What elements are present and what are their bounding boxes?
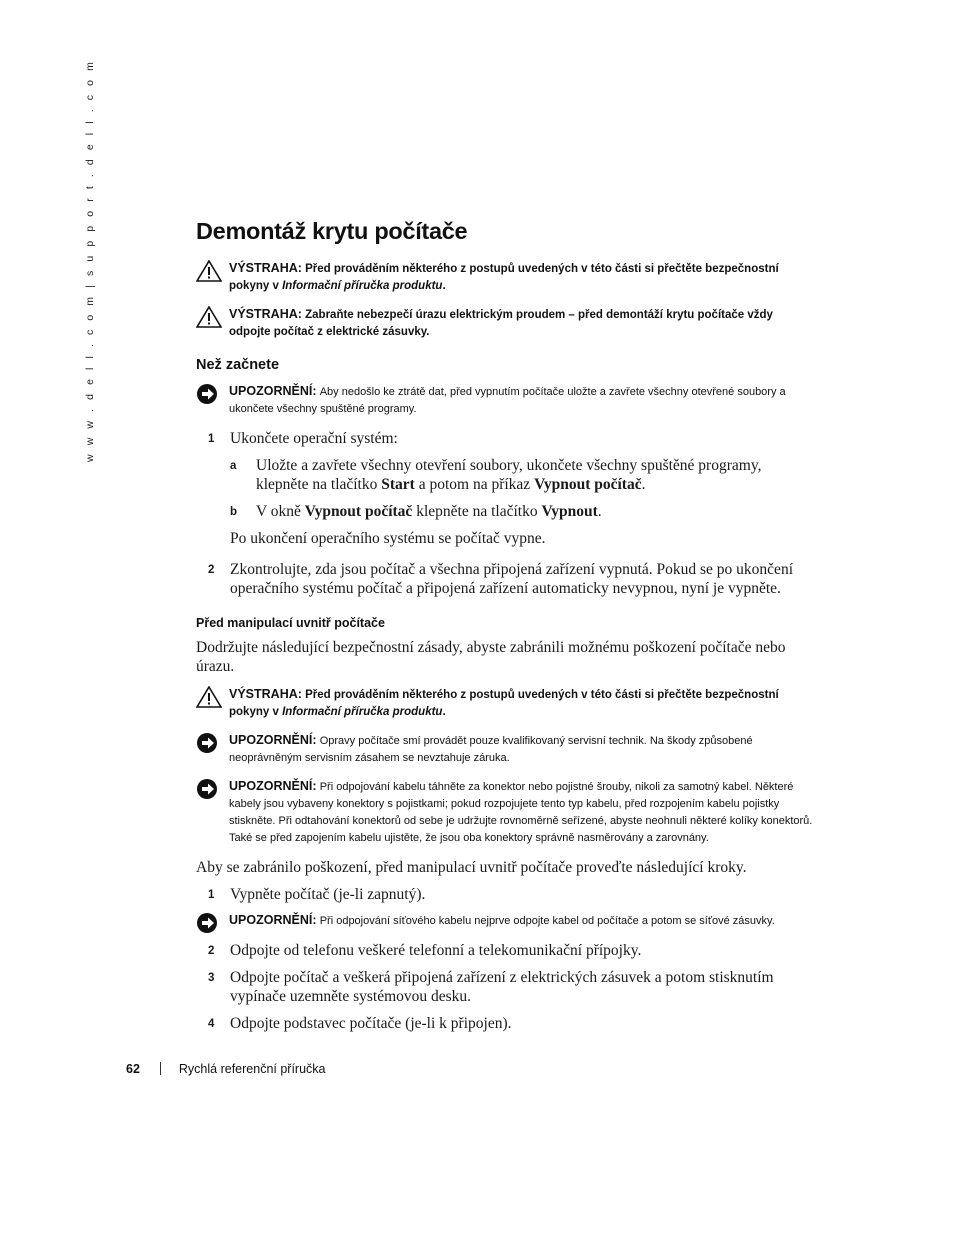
warning-notice: [196, 260, 816, 295]
substep-text: .: [641, 476, 646, 493]
step-number: 1: [208, 433, 215, 445]
caution-arrow-icon: [196, 912, 222, 934]
page-title: Demontáž krytu počítače: [196, 218, 468, 244]
step-number: 4: [208, 1018, 215, 1030]
subsection-heading: Před manipulací uvnitř počítače: [196, 616, 385, 630]
substep-letter: b: [230, 506, 238, 518]
substep-text: V okně: [256, 503, 305, 520]
warning-label: VÝSTRAHA:: [229, 307, 302, 321]
warning-tail: .: [442, 280, 446, 292]
warning-label: VÝSTRAHA:: [229, 261, 302, 275]
step: [196, 941, 816, 960]
paragraph: Dodržujte následující bezpečnostní zásady, abyste zabránili možnému poškození počítače nebo úrazu.: [196, 639, 786, 675]
warning-italic: Informační příručka produktu: [282, 280, 443, 292]
caution-label: UPOZORNĚNÍ:: [229, 779, 317, 793]
caution-arrow-icon: [196, 778, 222, 800]
caution-notice: [196, 912, 816, 930]
caution-label: UPOZORNĚNÍ:: [229, 913, 317, 927]
substep-letter: a: [230, 460, 237, 472]
caution-notice: [196, 732, 816, 767]
footer-divider: [160, 1062, 161, 1075]
caution-label: UPOZORNĚNÍ:: [229, 733, 317, 747]
warning-tail: .: [442, 706, 446, 718]
warning-italic: Informační příručka produktu: [282, 706, 443, 718]
substep-text: Uložte a zavřete všechny otevření soubory, ukončete všechny spuštěné programy, klepněte na tlačítko: [256, 457, 762, 493]
caution-notice: [196, 778, 816, 847]
step: [196, 968, 816, 1006]
step-text: Zkontrolujte, zda jsou počítač a všechna připojená zařízení vypnutá. Pokud se po ukončení operačního systému počítač a připojená zařízení automaticky nevypnou, nyní je vypněte.: [230, 561, 793, 597]
step: [196, 560, 816, 598]
warning-text: Zabraňte nebezpečí úrazu elektrickým proudem – před demontáží krytu počítače vždy odpojte počítač z elektrické zásuvky.: [229, 309, 773, 338]
warning-text: Před prováděním některého z postupů uvedených v této části si přečtěte bezpečnostní pokyny v: [229, 263, 779, 292]
paragraph: Aby se zabránilo poškození, před manipulací uvnitř počítače proveďte následující kroky.: [196, 859, 747, 876]
step-note: Po ukončení operačního systému se počítač vypne.: [230, 530, 546, 547]
section-heading: Než začnete: [196, 357, 280, 373]
footer-title: Rychlá referenční příručka: [178, 1062, 326, 1076]
warning-triangle-icon: [196, 686, 222, 708]
substep-text: klepněte na tlačítko: [412, 503, 542, 520]
substep: [196, 502, 816, 521]
step-text: Vypněte počítač (je-li zapnutý).: [230, 886, 426, 903]
step: [196, 885, 816, 904]
page-number: 62: [126, 1062, 140, 1076]
ui-term: Vypnout počítač: [534, 476, 642, 493]
warning-notice: [196, 306, 816, 341]
substep-text: a potom na příkaz: [414, 476, 535, 493]
step-text: Odpojte počítač a veškerá připojená zařízení z elektrických zásuvek a potom stisknutím vypínače uzemněte systémovou desku.: [230, 969, 774, 1005]
step: [196, 429, 816, 448]
page-footer: [126, 1062, 326, 1076]
caution-text: Při odpojování síťového kabelu nejprve odpojte kabel od počítače a potom se síťové zásuvky.: [319, 915, 775, 927]
step-number: 2: [208, 564, 215, 576]
warning-triangle-icon: [196, 306, 222, 328]
step-number: 3: [208, 972, 215, 984]
ui-term: Vypnout počítač: [304, 503, 413, 520]
ui-term: Start: [381, 476, 415, 493]
substep-text: .: [597, 503, 602, 520]
caution-notice: [196, 383, 816, 418]
warning-notice: [196, 686, 816, 721]
caution-text: Aby nedošlo ke ztrátě dat, před vypnutím počítače uložte a zavřete všechny otevřené soubory a ukončete všechny spuštěné programy.: [229, 386, 786, 415]
side-url: w w w . d e l l . c o m | s u p p o r t . d e l l . c o m: [84, 59, 96, 462]
caution-arrow-icon: [196, 383, 222, 405]
step-text: Odpojte od telefonu veškeré telefonní a telekomunikační přípojky.: [230, 942, 642, 959]
step-text: Odpojte podstavec počítače (je-li k připojen).: [230, 1015, 512, 1032]
caution-arrow-icon: [196, 732, 222, 754]
warning-text: Před prováděním některého z postupů uvedených v této části si přečtěte bezpečnostní pokyny v: [229, 689, 779, 718]
step-number: 2: [208, 945, 215, 957]
step: [196, 1014, 816, 1033]
page-content: [196, 214, 816, 1041]
substep: [196, 456, 816, 494]
step-text: Ukončete operační systém:: [230, 430, 398, 447]
ui-term: Vypnout: [541, 503, 598, 520]
caution-label: UPOZORNĚNÍ:: [229, 384, 317, 398]
warning-triangle-icon: [196, 260, 222, 282]
caution-text: Při odpojování kabelu táhněte za konektor nebo pojistné šrouby, nikoli za samotný kabel. Některé kabely jsou vybaveny konektory s pojistkami; pokud rozpojujete tento typ kabelu, před rozpojením kabelu pojistky stiskněte. Při odtahování konektorů od sebe je udržujte rovnoměrně seřízené, abyste neohnuli některé kolíky konektorů. Také se před zapojením kabelu ujistěte, že jsou oba konektory správně nasměrovány a zarovnány.: [229, 781, 813, 844]
step-number: 1: [208, 889, 215, 901]
caution-text: Opravy počítače smí provádět pouze kvalifikovaný servisní technik. Na škody způsobené neoprávněným servisním zásahem se nevztahuje záruka.: [229, 735, 753, 764]
warning-label: VÝSTRAHA:: [229, 687, 302, 701]
